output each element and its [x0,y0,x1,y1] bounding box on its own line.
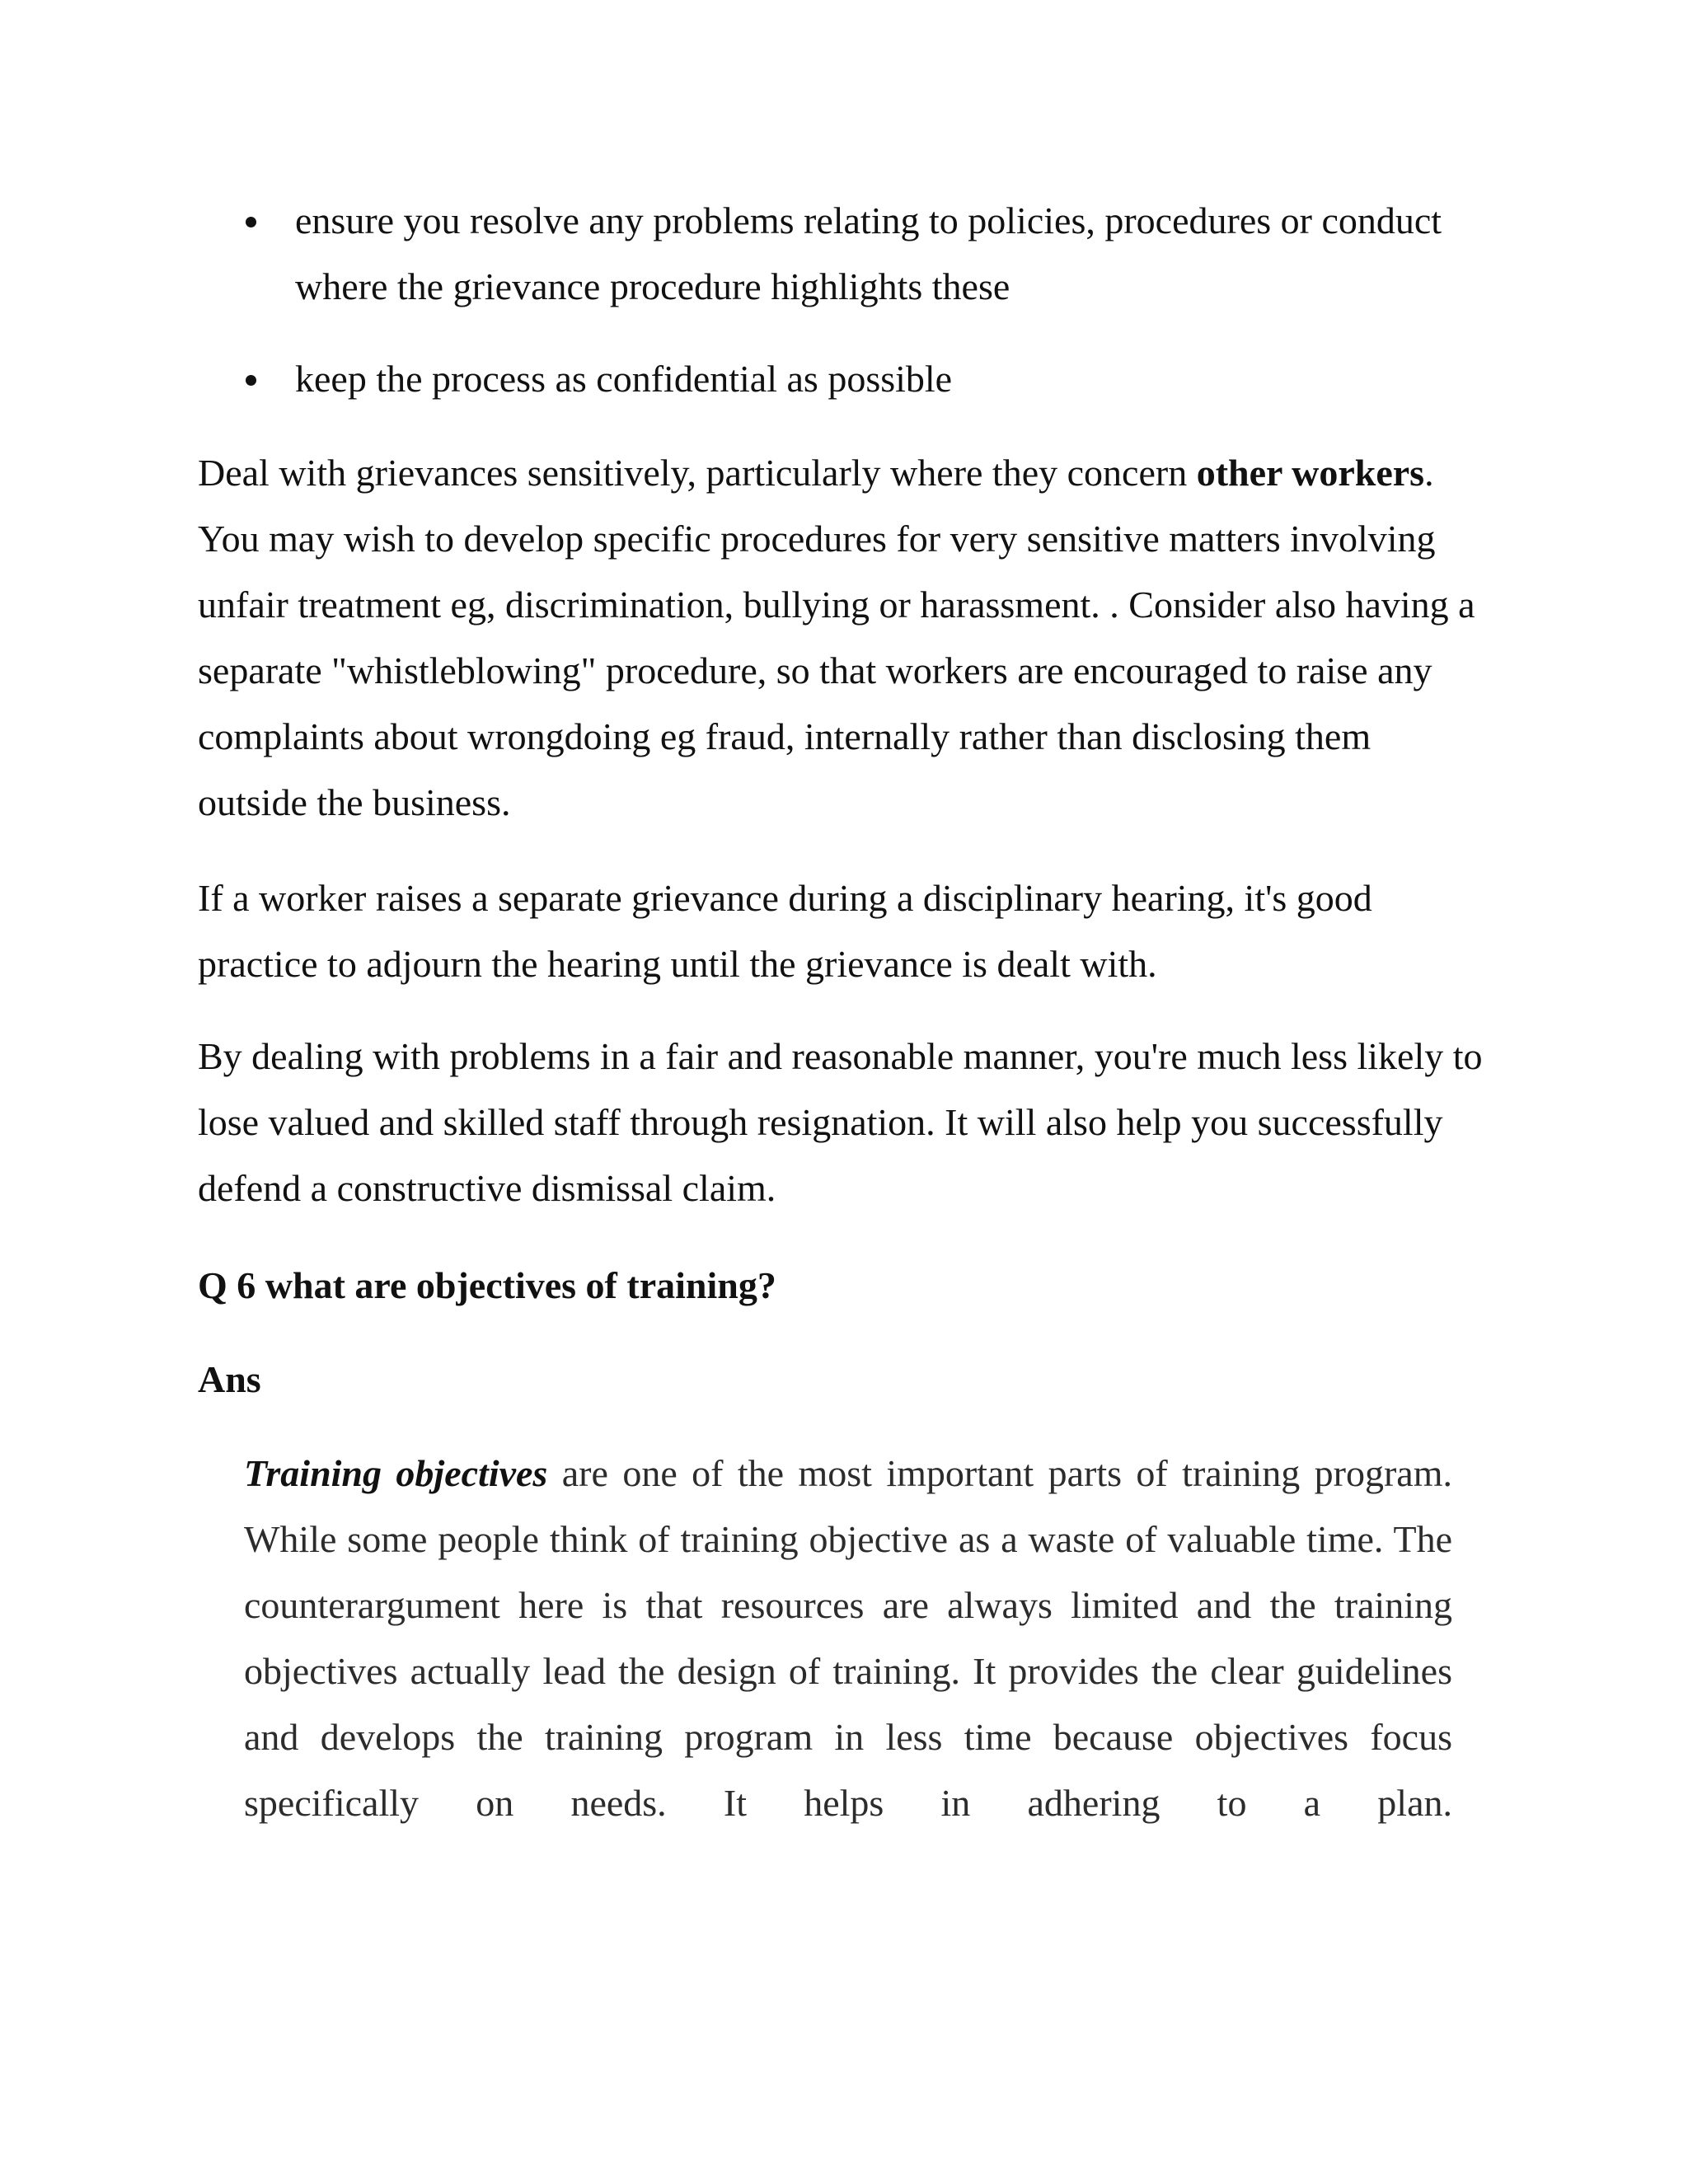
paragraph-text: . You may wish to develop specific procedures for very sensitive matters involving unfair treatment eg, discrimination, bullying or harassment. . Consider also having a separate "whistleblowing" procedure, so that workers are encouraged to raise any complaints about wrongdoing eg fraud, internally rather than disclosing them outside the business. [198,452,1475,823]
bullet-text: keep the process as confidential as possible [295,358,953,400]
paragraph-text: Deal with grievances sensitively, particularly where they concern [198,452,1197,494]
answer-text: are one of the most important parts of training program. While some people think of training objective as a waste of valuable time. The counterargument here is that resources are always limited and the training objectives actually lead the design of training. It provides the clear guidelines and develops the training program in less time because objectives focus specifically on needs. It helps in adhering to a plan. [244,1452,1452,1824]
paragraph-fair-dealing: By dealing with problems in a fair and reasonable manner, you're much less likely to lose valued and skilled staff through resignation. It will also help you successfully defend a constructive dismissal claim. [198,1035,1483,1209]
paragraph-disciplinary-hearing: If a worker raises a separate grievance during a disciplinary hearing, it's good practice to adjourn the hearing until the grievance is dealt with. [198,877,1372,985]
bullet-text: ensure you resolve any problems relating to policies, procedures or conduct where the grievance procedure highlights these [295,199,1442,307]
answer-term: Training objectives [244,1452,548,1494]
emphasis-other-workers: other workers [1196,452,1425,494]
bullet-list [198,188,1484,438]
bullet-dot-icon [246,217,256,227]
answer-label: Ans [198,1358,261,1400]
question-heading: Q 6 what are objectives of training? [198,1264,776,1306]
answer-paragraph [244,1441,1452,1836]
bullet-dot-icon [246,375,256,386]
paragraph-sensitive-grievances [198,440,1484,836]
bullet-item [198,346,1484,412]
bullet-item [198,188,1484,320]
